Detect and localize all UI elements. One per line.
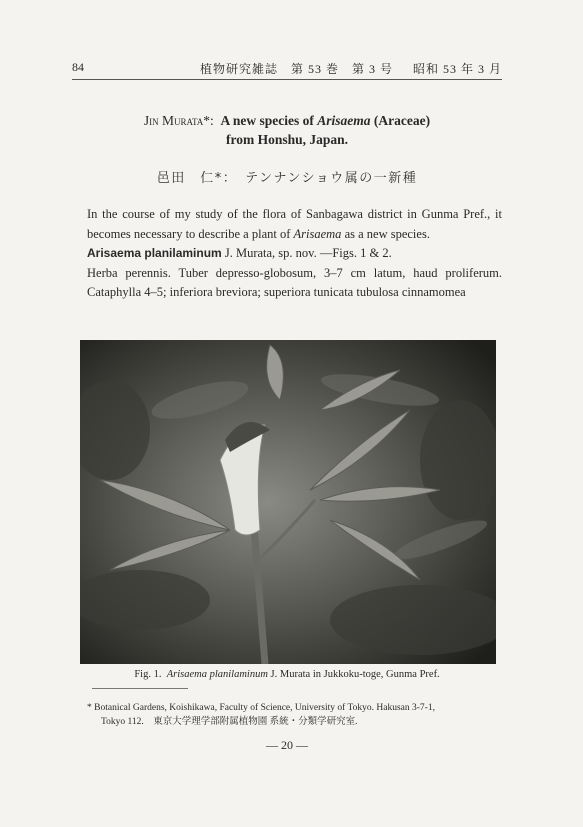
article-body	[87, 205, 502, 303]
page-number: 84	[72, 60, 84, 74]
running-header	[72, 60, 502, 80]
plant-photo-illustration	[80, 340, 496, 664]
journal-name: 植物研究雑誌 第 53 巻 第 3 号	[200, 62, 394, 76]
para1-text: In the course of my study of the flora of Sanbagawa district in Gunma Pref., it becomes necessary to describe a plant of	[87, 207, 502, 241]
author-name: Jin Murata*	[143, 113, 211, 128]
footnote-line2: Tokyo 112. 東京大学理学部附属植物園 系統・分類学研究室.	[101, 717, 358, 727]
caption-species: Arisaema planilaminum	[166, 669, 268, 680]
footnote	[87, 701, 507, 729]
title-line2: from Honshu, Japan.	[225, 132, 349, 147]
title-line1-pre: A new species of	[220, 113, 318, 128]
footnote-rule	[92, 688, 188, 689]
paragraph-intro	[87, 205, 502, 244]
issue-date: 昭和 53 年 3 月	[412, 62, 502, 76]
para3-text: Herba perennis. Tuber depresso-globosum, 3–7 cm latum, haud proliferum. Cataphylla 4–5; inferiora breviora; superiora tunicata tubulosa cinnamomea	[87, 265, 502, 299]
article-title	[72, 111, 502, 149]
paragraph-species	[87, 244, 502, 264]
para1-end: as a new species.	[344, 226, 430, 241]
page-footer-number: — 20 —	[266, 738, 308, 752]
title-line1-post: (Araceae)	[370, 113, 431, 128]
species-rest: J. Murata, sp. nov. —Figs. 1 & 2.	[221, 246, 392, 260]
header-rule	[72, 79, 502, 80]
figure-caption	[72, 669, 502, 680]
para1-genus: Arisaema	[293, 226, 342, 241]
figure-photo	[80, 340, 496, 664]
caption-rest: J. Murata in Jukkoku-toge, Gunma Pref.	[267, 669, 440, 680]
title-separator: :	[210, 113, 214, 128]
japanese-title: 邑田 仁*： テンナンショウ属の一新種	[156, 171, 418, 186]
species-name: Arisaema planilaminum	[87, 246, 222, 260]
title-genus: Arisaema	[317, 113, 371, 128]
paragraph-description	[87, 264, 502, 303]
footnote-line1: * Botanical Gardens, Koishikawa, Faculty of Science, University of Tokyo. Hakusan 3-7-1,	[87, 703, 435, 713]
caption-label: Fig. 1.	[134, 669, 162, 680]
